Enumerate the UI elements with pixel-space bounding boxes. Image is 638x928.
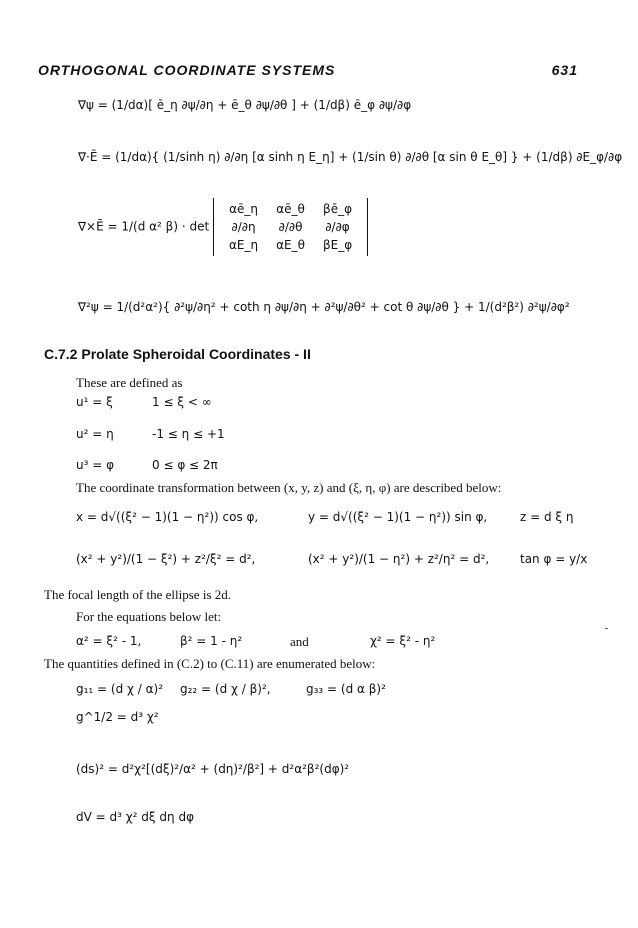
page-number: 631 bbox=[551, 62, 578, 78]
det-cell: βē_φ bbox=[323, 202, 353, 216]
z-equation: z = d ξ η bbox=[520, 510, 574, 524]
g33: g₃₃ = (d α β)² bbox=[306, 682, 386, 696]
ellipse-xi: (x² + y²)/(1 − ξ²) + z²/ξ² = d², bbox=[76, 552, 256, 566]
laplacian-equation bbox=[78, 300, 570, 314]
curl-determinant bbox=[213, 198, 368, 256]
tan-phi: tan φ = y/x bbox=[520, 552, 588, 566]
alpha-def: α² = ξ² - 1, bbox=[76, 634, 142, 648]
transform-intro: The coordinate transformation between (x, y, z) and (ξ, η, φ) are described below: bbox=[76, 480, 502, 495]
header-title: ORTHOGONAL COORDINATE SYSTEMS bbox=[38, 62, 336, 78]
u1-def: u¹ = ξ bbox=[76, 395, 113, 409]
det-cell: ∂/∂θ bbox=[278, 220, 303, 234]
divergence-text: ∇·Ē = (1/dα){ (1/sinh η) ∂/∂η [α sinh η E_η] + (1/sin θ) ∂/∂θ [α sin θ E_θ] } + (1/dβ) ∂E_φ/∂φ bbox=[78, 150, 623, 164]
u1-range: 1 ≤ ξ < ∞ bbox=[152, 395, 212, 409]
divergence-equation bbox=[78, 150, 622, 164]
laplacian-text: ∇²ψ = 1/(d²α²){ ∂²ψ/∂η² + coth η ∂ψ/∂η + ∂²ψ/∂θ² + cot θ ∂ψ/∂θ } + 1/(d²β²) ∂²ψ/∂φ² bbox=[78, 300, 570, 314]
chi-def: χ² = ξ² - η² bbox=[370, 634, 436, 648]
u2-range: -1 ≤ η ≤ +1 bbox=[152, 427, 225, 441]
gradient-equation bbox=[78, 98, 411, 112]
defined-text: These are defined as bbox=[76, 375, 183, 390]
g11: g₁₁ = (d χ / α)² bbox=[76, 682, 164, 696]
det-cell: ∂/∂φ bbox=[325, 220, 350, 234]
det-cell: ∂/∂η bbox=[231, 220, 256, 234]
running-header bbox=[38, 62, 578, 84]
u3-range: 0 ≤ φ ≤ 2π bbox=[152, 458, 218, 472]
and-text: and bbox=[290, 634, 309, 649]
dV-equation: dV = d³ χ² dξ dη dφ bbox=[76, 810, 195, 824]
ellipse-eta: (x² + y²)/(1 − η²) + z²/η² = d², bbox=[308, 552, 490, 566]
g-root: g^1/2 = d³ χ² bbox=[76, 710, 159, 724]
section-title: C.7.2 Prolate Spheroidal Coordinates - II bbox=[44, 346, 311, 362]
u2-def: u² = η bbox=[76, 427, 114, 441]
u3-def: u³ = φ bbox=[76, 458, 115, 472]
det-cell: αE_η bbox=[229, 238, 259, 252]
det-cell: βE_φ bbox=[322, 238, 353, 252]
det-cell: αE_θ bbox=[276, 238, 305, 252]
ds-equation: (ds)² = d²χ²[(dξ)²/α² + (dη)²/β²] + d²α²β²(dφ)² bbox=[76, 762, 350, 776]
g22: g₂₂ = (d χ / β)², bbox=[180, 682, 271, 696]
det-cell: αē_θ bbox=[276, 202, 305, 216]
focal-length: The focal length of the ellipse is 2d. bbox=[44, 587, 232, 602]
y-equation: y = d√((ξ² − 1)(1 − η²)) sin φ, bbox=[308, 510, 488, 524]
gradient-text: ∇ψ = (1/dα)[ ē_η ∂ψ/∂η + ē_θ ∂ψ/∂θ ] + (1/dβ) ē_φ ∂ψ/∂φ bbox=[78, 98, 412, 112]
let-text: For the equations below let: bbox=[76, 609, 222, 624]
margin-mark bbox=[605, 628, 608, 629]
quantities-text: The quantities defined in (C.2) to (C.11) are enumerated below: bbox=[44, 656, 376, 671]
det-cell: αē_η bbox=[229, 202, 258, 216]
beta-def: β² = 1 - η² bbox=[180, 634, 243, 648]
curl-equation bbox=[78, 198, 368, 256]
x-equation: x = d√((ξ² − 1)(1 − η²)) cos φ, bbox=[76, 510, 259, 524]
curl-text: ∇×Ē = 1/(d α² β) · det bbox=[78, 219, 210, 234]
